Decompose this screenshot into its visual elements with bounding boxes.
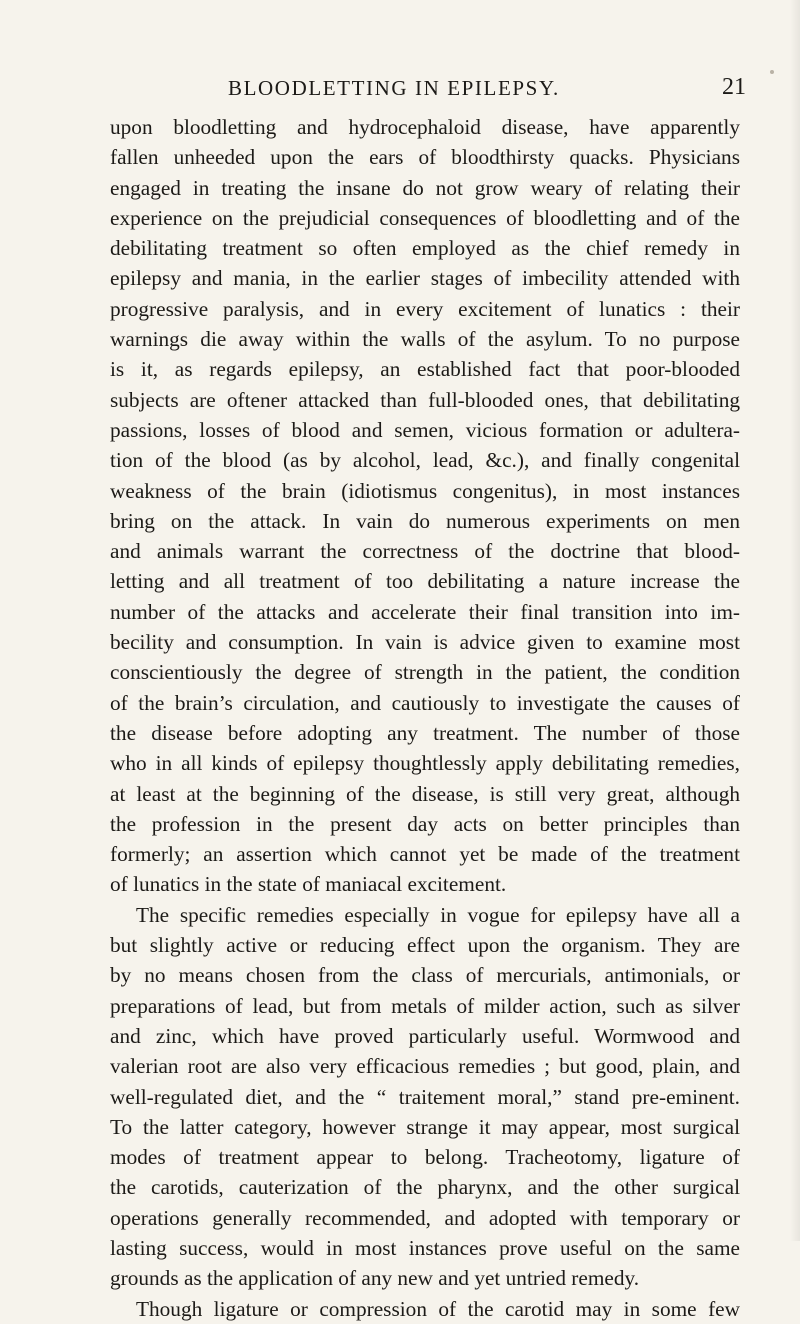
text-line: is it, as regards epilepsy, an established fact that poor-blooded (110, 357, 740, 382)
text-line: passions, losses of blood and semen, vicious formation or adultera- (110, 417, 740, 442)
text-line: modes of treatment appear to belong. Tracheotomy, ligature of (110, 1145, 740, 1170)
text-line: the carotids, cauterization of the pharynx, and the other surgical (110, 1175, 740, 1200)
text-line: bring on the attack. In vain do numerous experiments on men (110, 508, 740, 533)
text-line: warnings die away within the walls of the asylum. To no purpose (110, 327, 740, 352)
text-line: formerly; an assertion which cannot yet be made of the treatment (110, 842, 740, 867)
text-line: becility and consumption. In vain is advice given to examine most (110, 630, 740, 655)
text-line: but slightly active or reducing effect upon the organism. They are (110, 933, 740, 958)
running-head (0, 76, 800, 106)
text-line: conscientiously the degree of strength in the patient, the condition (110, 660, 740, 685)
text-line: engaged in treating the insane do not grow weary of relating their (110, 175, 740, 200)
text-line: well-regulated diet, and the “ traitement moral,” stand pre-eminent. (110, 1084, 740, 1109)
text-line: lasting success, would in most instances prove useful on the same (110, 1235, 740, 1260)
running-title: BLOODLETTING IN EPILEPSY. (228, 76, 560, 100)
text-line: fallen unheeded upon the ears of bloodthirsty quacks. Physicians (110, 145, 740, 170)
page-edge-shadow (790, 0, 800, 1241)
text-line: the profession in the present day acts on better principles than (110, 811, 740, 836)
text-line: progressive paralysis, and in every excitement of lunatics : their (110, 296, 740, 321)
text-line: of lunatics in the state of maniacal excitement. (110, 872, 507, 897)
text-line: subjects are oftener attacked than full-blooded ones, that debilitating (110, 387, 740, 412)
body-text (110, 112, 740, 1324)
text-line: and animals warrant the correctness of the doctrine that blood- (110, 539, 740, 564)
text-line: To the latter category, however strange it may appear, most surgical (110, 1114, 740, 1139)
text-line: debilitating treatment so often employed as the chief remedy in (110, 236, 740, 261)
text-line: weakness of the brain (idiotismus congenitus), in most instances (110, 478, 740, 503)
text-line: the disease before adopting any treatment. The number of those (110, 720, 740, 745)
text-line: tion of the blood (as by alcohol, lead, &c.), and finally congenital (110, 448, 740, 473)
text-line: upon bloodletting and hydrocephaloid disease, have apparently (110, 115, 740, 139)
text-line: and zinc, which have proved particularly useful. Wormwood and (110, 1023, 740, 1048)
paper-blemish (770, 70, 774, 74)
text-line: number of the attacks and accelerate their final transition into im- (110, 599, 740, 624)
page-number: 21 (722, 74, 746, 100)
text-line: preparations of lead, but from metals of milder action, such as silver (110, 993, 740, 1018)
text-line: at least at the beginning of the disease, is still very great, although (110, 781, 740, 806)
text-line: Though ligature or compression of the carotid may in some few (136, 1296, 740, 1321)
text-line: epilepsy and mania, in the earlier stages of imbecility attended with (110, 266, 740, 291)
text-line: The specific remedies especially in vogue for epilepsy have all a (136, 902, 740, 927)
text-line: of the brain’s circulation, and cautiously to investigate the causes of (110, 690, 740, 715)
text-line: grounds as the application of any new and yet untried remedy. (110, 1266, 640, 1291)
text-line: operations generally recommended, and adopted with temporary or (110, 1205, 740, 1230)
text-line: who in all kinds of epilepsy thoughtlessly apply debilitating remedies, (110, 751, 740, 776)
text-line: experience on the prejudicial consequences of bloodletting and of the (110, 205, 740, 230)
text-line: valerian root are also very efficacious remedies ; but good, plain, and (110, 1054, 740, 1079)
text-line: letting and all treatment of too debilitating a nature increase the (110, 569, 740, 594)
text-line: by no means chosen from the class of mercurials, antimonials, or (110, 963, 740, 988)
